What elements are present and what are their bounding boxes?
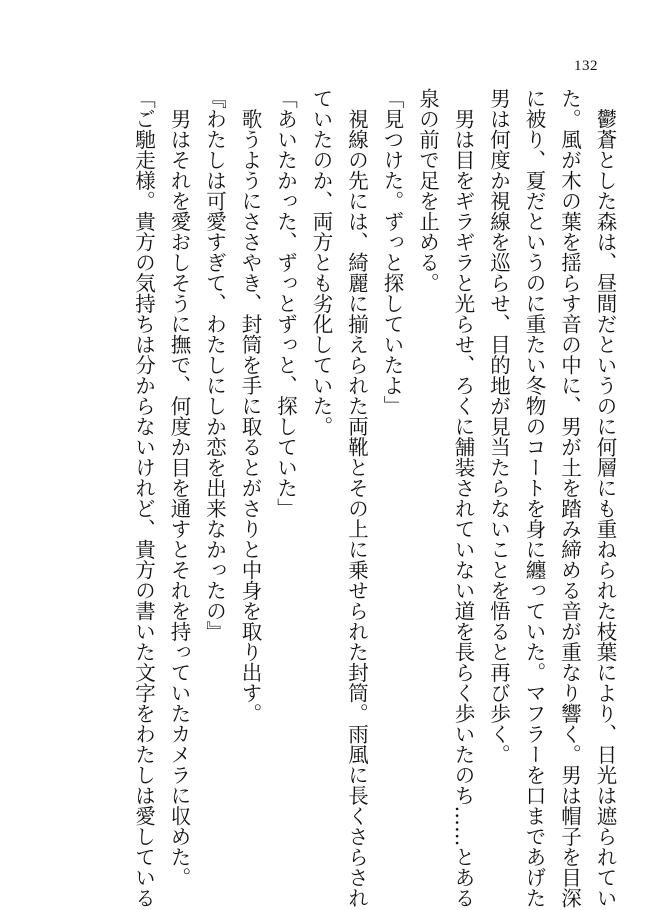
text-line: ていたのか、両方とも劣化していた。 — [309, 88, 333, 437]
text-line: 男はそれを愛おしそうに撫で、何度か目を通すとそれを持っていたカメラに収めた。 — [167, 88, 191, 888]
page-number: 132 — [574, 58, 598, 74]
text-line: 「あいたかった、ずっとずっと、探していた」 — [273, 88, 298, 519]
text-line: た。風が木の葉を揺らす音の中に、男が土を踏み締める音が重なり響く。男は帽子を目深 — [557, 88, 582, 908]
text-line: に被り、夏だというのに重たい冬物のコートを身に纏っていた。マフラーを口まであげた — [522, 88, 546, 908]
body-text — [125, 88, 622, 908]
text-line: 歌うようにささやき、封筒を手に取るとがさりと中身を取り出す。 — [238, 88, 262, 724]
text-line: 男は何度か視線を巡らせ、目的地が見当たらないことを悟ると再び歩く。 — [486, 88, 511, 765]
text-line: 鬱蒼とした森は、昼間だというのに何層にも重ねられた枝葉により、日光は遮られてい — [593, 88, 617, 908]
text-line: 男は目をギラギラと光らせ、ろくに舗装されていない道を長らく歩いたのち……とある — [451, 88, 475, 908]
text-line: 『わたしは可愛すぎて、わたしにしか恋を出来なかったの』 — [202, 88, 227, 642]
text-line: 「ご馳走様。貴方の気持ちは分からないけれど、貴方の書いた文字をわたしは愛している — [131, 88, 156, 908]
text-line: 視線の先には、綺麗に揃えられた両靴とその上に乗せられた封筒。雨風に長くさらされ — [344, 88, 369, 908]
text-line: 「見つけた。ずっと探していたよ」 — [380, 88, 404, 416]
text-line: 泉の前で足を止める。 — [415, 88, 440, 293]
